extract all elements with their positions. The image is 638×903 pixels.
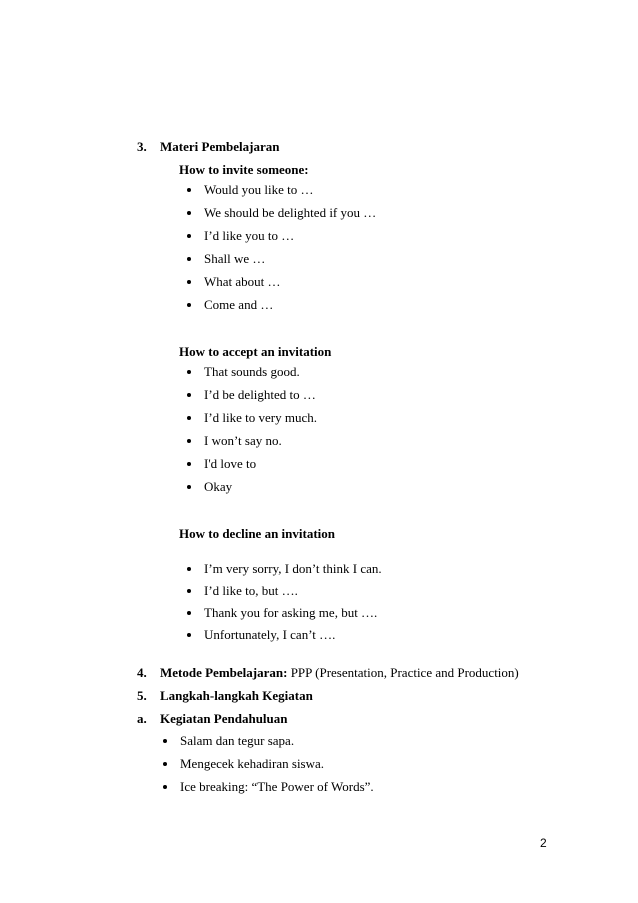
list-item-text: Shall we … <box>204 251 266 266</box>
list-item-text: I'd love to <box>204 456 257 471</box>
decline-heading: How to decline an invitation <box>179 526 336 541</box>
list-item-text: Mengecek kehadiran siswa. <box>180 756 325 771</box>
section-5-title: Langkah-langkah Kegiatan <box>160 688 313 703</box>
section-3-number: 3. <box>137 139 147 154</box>
list-item-text: I’d be delighted to … <box>204 387 316 402</box>
section-3-title: Materi Pembelajaran <box>160 139 280 154</box>
bullet-icon <box>187 589 191 593</box>
bullet-icon <box>187 370 191 374</box>
list-item-text: Okay <box>204 479 233 494</box>
bullet-icon <box>187 567 191 571</box>
accept-heading: How to accept an invitation <box>179 344 332 359</box>
section-4-title: Metode Pembelajaran: <box>160 665 288 680</box>
bullet-icon <box>187 257 191 261</box>
list-item-text: Would you like to … <box>204 182 314 197</box>
section-4-line <box>160 665 519 681</box>
section-5-number: 5. <box>137 688 147 703</box>
bullet-icon <box>187 188 191 192</box>
list-item-text: That sounds good. <box>204 364 300 379</box>
bullet-icon <box>187 439 191 443</box>
section-a-title: Kegiatan Pendahuluan <box>160 711 288 726</box>
bullet-icon <box>163 785 167 789</box>
bullet-icon <box>187 303 191 307</box>
list-item-text: I’d like to, but …. <box>204 583 298 598</box>
bullet-icon <box>187 611 191 615</box>
list-item-text: Ice breaking: “The Power of Words”. <box>180 779 374 794</box>
bullet-icon <box>187 416 191 420</box>
bullet-icon <box>187 211 191 215</box>
bullet-icon <box>187 485 191 489</box>
list-item-text: What about … <box>204 274 281 289</box>
bullet-icon <box>187 280 191 284</box>
list-item-text: Come and … <box>204 297 274 312</box>
list-item-text: We should be delighted if you … <box>204 205 377 220</box>
bullet-icon <box>163 739 167 743</box>
page-number: 2 <box>540 836 547 850</box>
bullet-icon <box>187 462 191 466</box>
bullet-icon <box>187 234 191 238</box>
list-item-text: I’d like you to … <box>204 228 295 243</box>
section-4-value: PPP (Presentation, Practice and Production) <box>287 665 519 680</box>
list-item-text: I’d like to very much. <box>204 410 317 425</box>
bullet-icon <box>187 393 191 397</box>
list-item-text: Thank you for asking me, but …. <box>204 605 378 620</box>
list-item-text: I won’t say no. <box>204 433 282 448</box>
invite-heading: How to invite someone: <box>179 162 309 177</box>
bullet-icon <box>187 633 191 637</box>
bullet-icon <box>163 762 167 766</box>
list-item-text: I’m very sorry, I don’t think I can. <box>204 561 382 576</box>
section-4-number: 4. <box>137 665 147 680</box>
section-a-number: a. <box>137 711 147 726</box>
list-item-text: Unfortunately, I can’t …. <box>204 627 336 642</box>
list-item-text: Salam dan tegur sapa. <box>180 733 295 748</box>
